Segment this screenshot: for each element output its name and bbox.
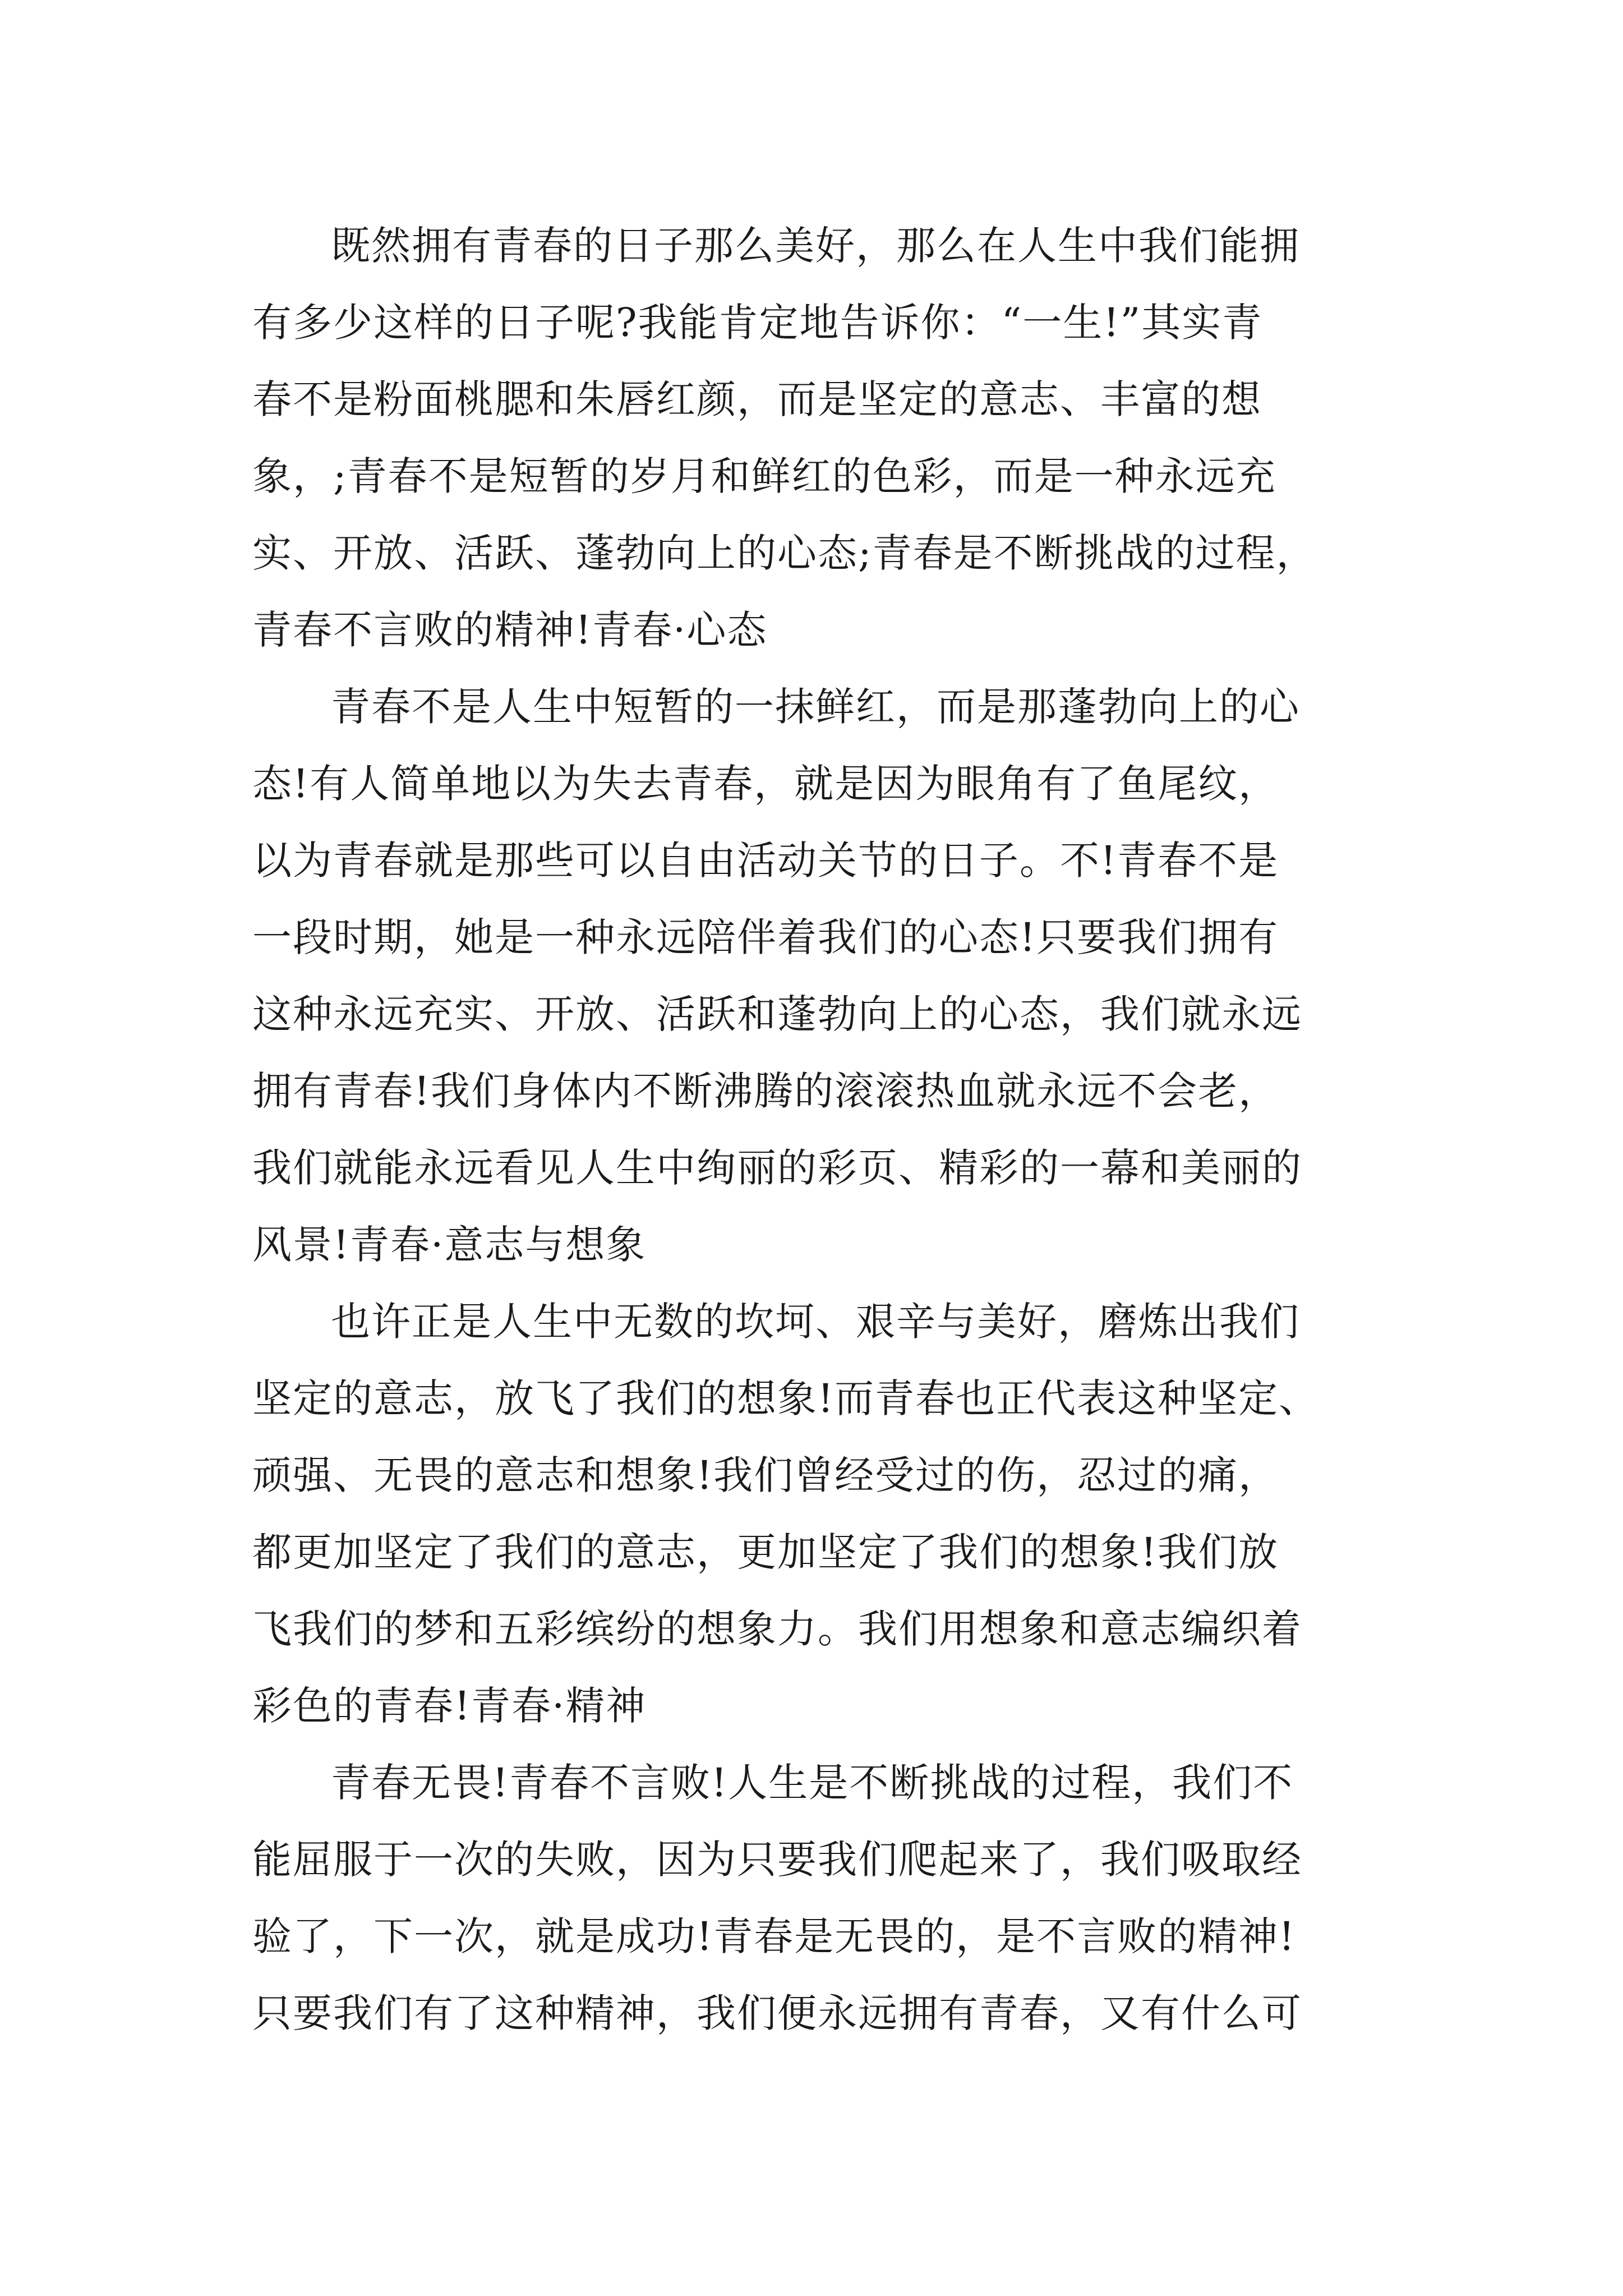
text-line: 也许正是人生中无数的坎坷、艰辛与美好，磨炼出我们	[331, 1299, 1300, 1345]
text-line: 象，;青春不是短暂的岁月和鲜红的色彩，而是一种永远充	[252, 453, 1276, 499]
text-line: 我们就能永远看见人生中绚丽的彩页、精彩的一幕和美丽的	[252, 1145, 1302, 1191]
paragraph-1	[252, 208, 1396, 669]
text-line: 都更加坚定了我们的意志，更加坚定了我们的想象!我们放	[252, 1529, 1279, 1575]
text-line: 有多少这样的日子呢?我能肯定地告诉你：“一生!”其实青	[252, 300, 1263, 346]
text-line: 以为青春就是那些可以自由活动关节的日子。不!青春不是	[252, 838, 1279, 884]
section-heading-line: 青春不言败的精神!青春·心态	[252, 607, 768, 653]
text-line: 顽强、无畏的意志和想象!我们曾经受过的伤，忍过的痛，	[252, 1452, 1279, 1498]
text-line: 态!有人简单地以为失去青春，就是因为眼角有了鱼尾纹，	[252, 761, 1279, 807]
text-line: 一段时期，她是一种永远陪伴着我们的心态!只要我们拥有	[252, 914, 1279, 960]
text-line: 能屈服于一次的失败，因为只要我们爬起来了，我们吸取经	[252, 1837, 1302, 1883]
paragraph-2	[252, 669, 1396, 1283]
text-line: 拥有青春!我们身体内不断沸腾的滚滚热血就永远不会老，	[252, 1068, 1279, 1114]
text-line: 只要我们有了这种精神，我们便永远拥有青春，又有什么可	[252, 1990, 1302, 2036]
document-body	[252, 208, 1396, 2052]
text-line: 验了，下一次，就是成功!青春是无畏的，是不言败的精神!	[252, 1913, 1296, 1959]
text-line: 坚定的意志，放飞了我们的想象!而青春也正代表这种坚定、	[252, 1375, 1320, 1421]
text-line: 这种永远充实、开放、活跃和蓬勃向上的心态，我们就永远	[252, 991, 1302, 1037]
text-line: 青春不是人生中短暂的一抹鲜红，而是那蓬勃向上的心	[331, 684, 1300, 730]
text-line: 春不是粉面桃腮和朱唇红颜，而是坚定的意志、丰富的想	[252, 376, 1262, 422]
paragraph-3	[252, 1283, 1396, 1745]
section-heading-line: 风景!青春·意志与想象	[252, 1222, 647, 1268]
text-line: 青春无畏!青春不言败!人生是不断挑战的过程，我们不	[331, 1760, 1294, 1806]
text-line: 既然拥有青春的日子那么美好，那么在人生中我们能拥	[331, 223, 1300, 269]
text-line: 实、开放、活跃、蓬勃向上的心态;青春是不断挑战的过程，	[252, 530, 1317, 576]
section-heading-line: 彩色的青春!青春·精神	[252, 1683, 647, 1729]
paragraph-4	[252, 1745, 1396, 2052]
text-line: 飞我们的梦和五彩缤纷的想象力。我们用想象和意志编织着	[252, 1606, 1302, 1652]
